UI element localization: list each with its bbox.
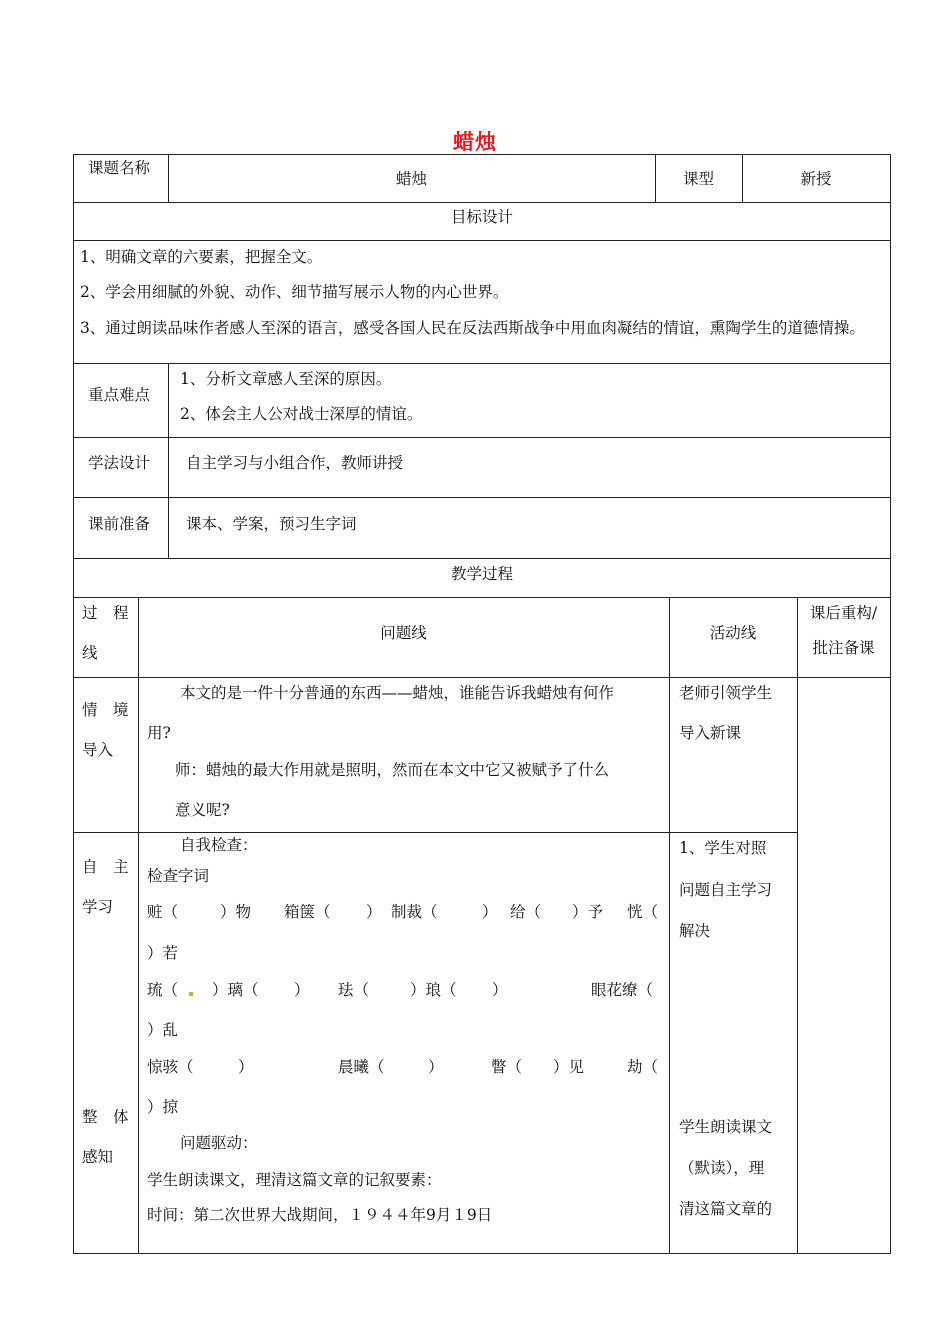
row2-stage-c: 整 体 xyxy=(82,1108,129,1126)
course-type-label: 课型 xyxy=(682,170,714,188)
row1-stage-b: 导入 xyxy=(82,741,114,759)
col-activity: 活动线 xyxy=(709,624,757,642)
row2-stage-d: 感知 xyxy=(82,1148,114,1166)
row1-question-4: 意义呢? xyxy=(175,801,230,819)
course-name-value: 蜡烛 xyxy=(395,170,427,188)
goals-heading: 目标设计 xyxy=(450,208,513,226)
goal-item-3: 3、通过朗读品味作者感人至深的语言，感受各国人民在反法西斯战争中用血肉凝结的情谊，熏陶学生的道德情操。 xyxy=(80,319,865,337)
key-point-1: 1、分析文章感人至深的原因。 xyxy=(180,370,392,388)
row2-activity-2: 问题自主学习 xyxy=(679,881,773,899)
page-title: 蜡烛 xyxy=(453,130,497,154)
row2-activity-1: 1、学生对照 xyxy=(679,839,767,857)
row2-stage-a: 自 主 xyxy=(82,858,129,876)
prep-label: 课前准备 xyxy=(88,515,151,533)
key-point-2: 2、体会主人公对战士深厚的情谊。 xyxy=(180,405,423,423)
word-line-3b: ）掠 xyxy=(147,1098,179,1116)
key-points-label: 重点难点 xyxy=(88,386,151,404)
col-notes-a: 课后重构/ xyxy=(809,604,878,622)
col-stage-a: 过 程 xyxy=(82,604,129,622)
check-words-label: 检查字词 xyxy=(147,867,210,885)
question-drive-2: 时间：第二次世界大战期间，１９４４年9月１9日 xyxy=(147,1206,493,1224)
question-drive-1: 学生朗读课文，理清这篇文章的记叙要素： xyxy=(147,1171,442,1189)
row1-activity-1: 老师引领学生 xyxy=(679,684,773,702)
question-drive-heading: 问题驱动： xyxy=(180,1134,258,1152)
row2-activity-6: 清这篇文章的 xyxy=(679,1200,773,1218)
row1-question-1: 本文的是一件十分普通的东西——蜡烛，谁能告诉我蜡烛有何作 xyxy=(180,684,615,702)
goal-item-2: 2、学会用细腻的外貌、动作、细节描写展示人物的内心世界。 xyxy=(80,283,509,301)
row2-activity-3: 解决 xyxy=(679,922,711,940)
row1-activity-2: 导入新课 xyxy=(679,724,742,742)
row1-stage-a: 情 境 xyxy=(82,701,129,719)
self-check-heading: 自我检查： xyxy=(180,836,258,854)
goal-item-1: 1、明确文章的六要素，把握全文。 xyxy=(80,248,323,266)
row2-stage-b: 学习 xyxy=(82,898,114,916)
course-type-value: 新授 xyxy=(800,170,832,188)
word-line-1b: ）若 xyxy=(147,944,179,962)
row1-question-2: 用? xyxy=(147,724,171,742)
col-notes-b: 批注备课 xyxy=(812,639,875,657)
col-question: 问题线 xyxy=(380,624,427,642)
course-name-label: 课题名称 xyxy=(88,159,151,177)
prep-value: 课本、学案，预习生字词 xyxy=(186,515,357,533)
row2-activity-5: （默读），理 xyxy=(679,1159,765,1177)
process-heading: 教学过程 xyxy=(450,565,513,583)
word-line-2b: ）乱 xyxy=(147,1021,179,1039)
method-value: 自主学习与小组合作，教师讲授 xyxy=(186,454,404,472)
row2-activity-4: 学生朗读课文 xyxy=(679,1118,773,1136)
method-label: 学法设计 xyxy=(88,454,151,472)
col-stage-b: 线 xyxy=(82,644,98,662)
row1-question-3: 师：蜡烛的最大作用就是照明，然而在本文中它又被赋予了什么 xyxy=(175,761,610,779)
